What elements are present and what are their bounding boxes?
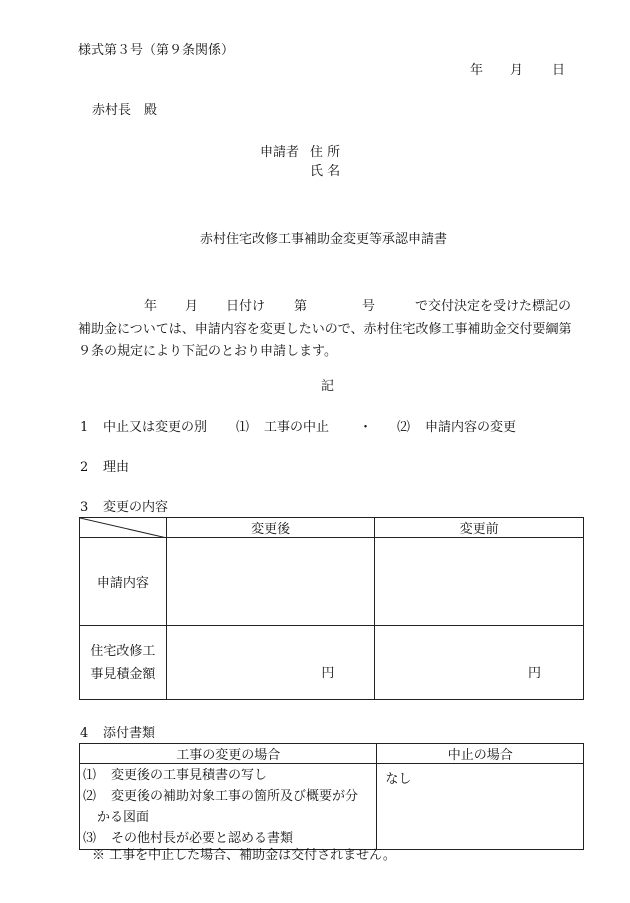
yen-unit-before: 円 bbox=[527, 666, 541, 681]
doc1-number: ⑴ bbox=[83, 768, 97, 783]
ki-label: 記 bbox=[321, 379, 335, 394]
item1-option1: 工事の中止 bbox=[264, 420, 330, 435]
row-estimate-label-line2: 事見積金額 bbox=[90, 666, 156, 682]
item1-label: 中止又は変更の別 bbox=[103, 420, 208, 435]
applicant-label: 申請者 bbox=[260, 145, 300, 160]
column-change-case: 工事の変更の場合 bbox=[80, 744, 377, 764]
date-year-label: 年 bbox=[470, 63, 484, 78]
column-before: 変更前 bbox=[375, 518, 584, 538]
change-content-table bbox=[79, 517, 584, 700]
item1-option2-number: ⑵ bbox=[397, 420, 411, 435]
item1-option1-number: ⑴ bbox=[236, 420, 250, 435]
estimate-before bbox=[375, 626, 584, 700]
doc1-text: 変更後の工事見積書の写し bbox=[111, 768, 268, 783]
date-month-label: 月 bbox=[510, 63, 524, 78]
table-header-row bbox=[80, 518, 584, 538]
diagonal-line bbox=[80, 518, 167, 538]
column-after: 変更後 bbox=[166, 518, 375, 538]
doc3-text: その他村長が必要と認める書類 bbox=[111, 831, 294, 846]
item4-label: 添付書類 bbox=[103, 726, 156, 741]
doc2-number: ⑵ bbox=[83, 789, 97, 804]
body-line1-rest: で交付決定を受けた標記の bbox=[415, 299, 572, 314]
body-dai: 第 bbox=[294, 299, 308, 314]
body-year: 年 bbox=[144, 299, 158, 314]
item2-label: 理由 bbox=[103, 460, 130, 475]
table-header-row bbox=[80, 744, 584, 764]
document-title: 赤村住宅改修工事補助金変更等承認申請書 bbox=[200, 232, 448, 247]
doc2-text-line1: 変更後の補助対象工事の箇所及び概要が分 bbox=[111, 789, 359, 804]
table-row bbox=[80, 538, 584, 626]
application-content-after bbox=[166, 538, 375, 626]
stop-case-value: なし bbox=[377, 764, 584, 850]
form-number: 様式第３号（第９条関係） bbox=[78, 43, 235, 58]
yen-unit-after: 円 bbox=[321, 666, 335, 681]
body-month: 月 bbox=[185, 299, 199, 314]
doc2-text-line2: かる図面 bbox=[97, 810, 150, 825]
date-day-label: 日 bbox=[552, 63, 566, 78]
item2-number: 2 bbox=[80, 460, 89, 475]
item1-number: 1 bbox=[80, 420, 89, 435]
body-day: 日付け bbox=[226, 299, 266, 314]
list-item bbox=[80, 765, 376, 786]
attachments-table bbox=[79, 743, 584, 850]
row-estimate-label-line1: 住宅改修工 bbox=[90, 643, 156, 659]
application-content-before bbox=[375, 538, 584, 626]
row-application-content-label: 申請内容 bbox=[80, 538, 167, 626]
item3-number: 3 bbox=[80, 500, 89, 515]
item1-separator: ・ bbox=[359, 420, 373, 435]
item4-number: 4 bbox=[80, 726, 89, 741]
column-stop-case: 中止の場合 bbox=[377, 744, 584, 764]
estimate-after bbox=[166, 626, 375, 700]
row-estimate-label bbox=[80, 626, 167, 700]
applicant-address-label: 住 所 bbox=[310, 145, 341, 160]
table-row bbox=[80, 764, 584, 850]
item3-label: 変更の内容 bbox=[103, 500, 169, 515]
doc3-number: ⑶ bbox=[83, 831, 97, 846]
diagonal-header-cell bbox=[80, 518, 167, 538]
body-go: 号 bbox=[362, 299, 376, 314]
change-case-documents bbox=[80, 764, 377, 850]
item1-option2: 申請内容の変更 bbox=[425, 420, 517, 435]
list-item bbox=[80, 786, 376, 807]
body-line2: 補助金については、申請内容を変更したいので、赤村住宅改修工事補助金交付要綱第 bbox=[78, 322, 572, 337]
table-row bbox=[80, 626, 584, 700]
list-item bbox=[80, 828, 376, 849]
applicant-name-label: 氏 名 bbox=[310, 164, 341, 179]
body-line3: ９条の規定により下記のとおり申請します。 bbox=[78, 344, 337, 359]
footnote: ※ 工事を中止した場合、補助金は交付されません。 bbox=[92, 848, 396, 863]
addressee: 赤村長 殿 bbox=[92, 103, 158, 118]
